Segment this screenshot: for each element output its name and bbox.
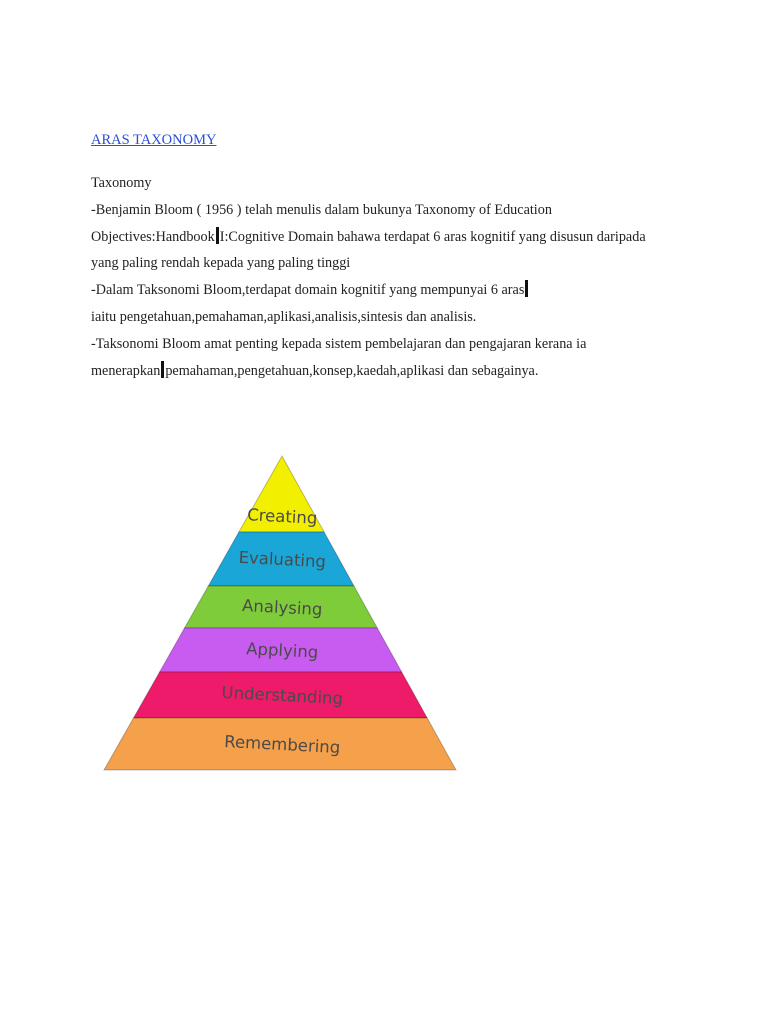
pyramid-label-creating: Creating [246, 505, 318, 528]
pyramid-label-evaluating: Evaluating [238, 547, 327, 572]
text-line: -Taksonomi Bloom amat penting kepada sistem pembelajaran dan pengajaran kerana ia [91, 335, 587, 352]
bloom-taxonomy-pyramid [100, 452, 460, 774]
text-line [91, 224, 711, 251]
text-line: iaitu pengetahuan,pemahaman,aplikasi,analisis,sintesis dan analisis. [91, 308, 477, 325]
text-segment: pemahaman,pengetahuan,konsep,kaedah,aplikasi dan sebagainya. [165, 362, 539, 379]
heading-link-aras-taxonomy[interactable]: ARAS TAXONOMY [91, 132, 217, 148]
text-cursor-mark [161, 361, 164, 378]
text-segment: menerapkan [91, 362, 161, 379]
text-line [91, 358, 711, 385]
text-segment: Objectives:Handbook [91, 228, 215, 245]
pyramid-label-remembering: Remembering [223, 731, 341, 758]
text-line [91, 277, 711, 304]
body-paragraph [91, 170, 711, 384]
pyramid-label-analysing: Analysing [241, 595, 323, 620]
text-line: -Benjamin Bloom ( 1956 ) telah menulis dalam bukunya Taxonomy of Education [91, 201, 552, 218]
text-segment: -Dalam Taksonomi Bloom,terdapat domain kognitif yang mempunyai 6 aras [91, 282, 525, 299]
pyramid-label-understanding: Understanding [221, 682, 344, 709]
text-cursor-mark [525, 280, 528, 297]
text-line: yang paling rendah kepada yang paling tinggi [91, 255, 351, 272]
text-line: Taxonomy [91, 175, 152, 191]
pyramid-label-applying: Applying [245, 639, 319, 662]
text-segment: I:Cognitive Domain bahawa terdapat 6 aras kognitif yang disusun daripada [219, 228, 646, 245]
text-cursor-mark [216, 227, 219, 244]
